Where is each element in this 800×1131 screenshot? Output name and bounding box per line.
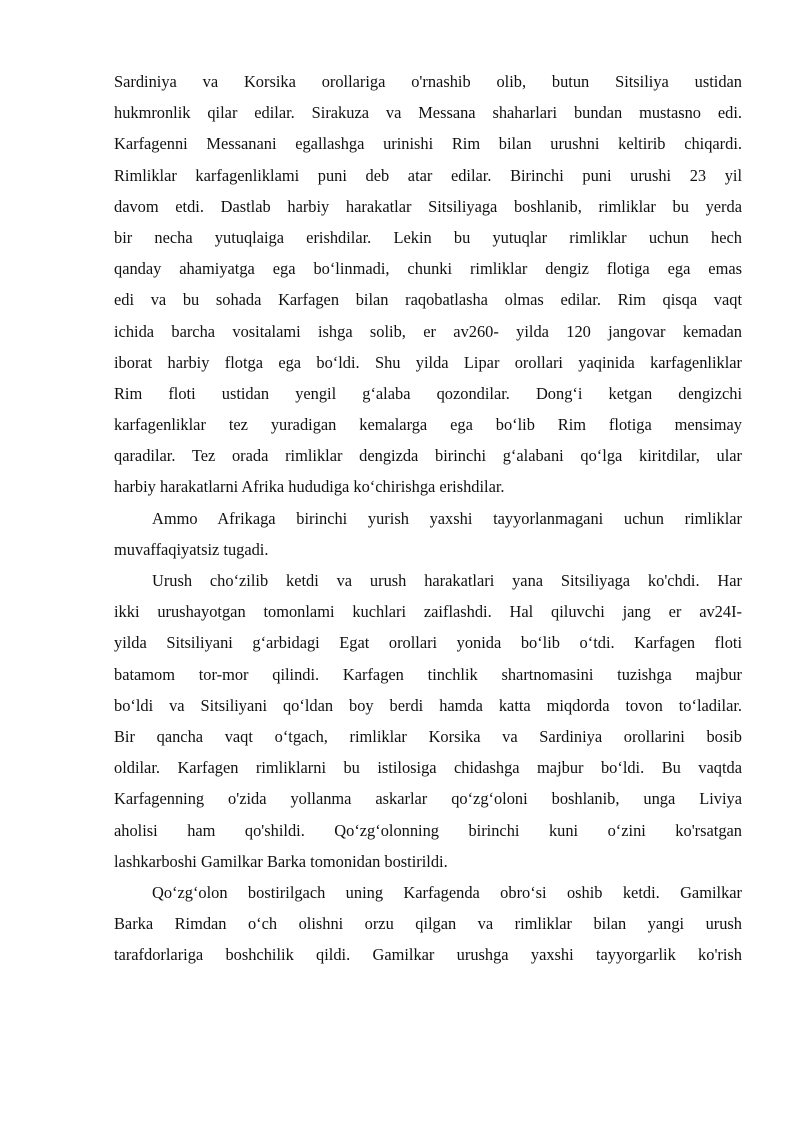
text-line: muvaffaqiyatsiz tugadi. (114, 539, 269, 559)
text-line: lashkarboshi Gamilkar Barka tomonidan bostirildi. (114, 851, 448, 871)
text-line: aholisi ham qo'shildi. Qo‘zg‘olonning birinchi kuni o‘zini ko'rsatgan (114, 820, 742, 840)
paragraph (114, 66, 742, 503)
text-line: davom etdi. Dastlab harbiy harakatlar Sitsiliyaga boshlanib, rimliklar bu yerda (114, 196, 742, 216)
paragraph (114, 565, 742, 877)
text-line: Sardiniya va Korsika orollariga o'rnashib olib, butun Sitsiliya ustidan (114, 72, 742, 91)
text-line: karfagenliklar tez yuradigan kemalarga ega bo‘lib Rim flotiga mensimay (114, 415, 742, 435)
text-line: Bir qancha vaqt o‘tgach, rimliklar Korsika va Sardiniya orollarini bosib (114, 726, 742, 746)
text-line: Karfagenning o'zida yollanma askarlar qo‘zg‘oloni boshlanib, unga Liviya (114, 789, 742, 809)
text-line: Rim floti ustidan yengil g‘alaba qozondilar. Dong‘i ketgan dengizchi (114, 383, 742, 403)
text-line: bo‘ldi va Sitsiliyani qo‘ldan boy berdi hamda katta miqdorda tovon to‘ladilar. (114, 695, 742, 715)
text-line: harbiy harakatlarni Afrika hududiga ko‘chirishga erishdilar. (114, 477, 505, 497)
paragraph (114, 503, 742, 565)
text-line: iborat harbiy flotga ega bo‘ldi. Shu yilda Lipar orollari yaqinida karfagenliklar (114, 352, 742, 372)
text-line: ikki urushayotgan tomonlami kuchlari zaiflashdi. Hal qiluvchi jang er av24I- (114, 602, 742, 622)
text-line: qaradilar. Tez orada rimliklar dengizda birinchi g‘alabani qo‘lga kiritdilar, ular (114, 446, 742, 466)
text-line: Karfagenni Messanani egallashga urinishi Rim bilan urushni keltirib chiqardi. (114, 134, 742, 154)
text-line: Ammo Afrikaga birinchi yurish yaxshi tayyorlanmagani uchun rimliklar (152, 508, 742, 528)
paragraph (114, 877, 742, 971)
text-line: hukmronlik qilar edilar. Sirakuza va Messana shaharlari bundan mustasno edi. (114, 103, 742, 123)
text-line: qanday ahamiyatga ega bo‘linmadi, chunki rimliklar dengiz flotiga ega emas (114, 259, 742, 279)
text-line: edi va bu sohada Karfagen bilan raqobatlasha olmas edilar. Rim qisqa vaqt (114, 290, 742, 310)
document-page (114, 66, 742, 970)
text-line: Barka Rimdan o‘ch olishni orzu qilgan va rimliklar bilan yangi urush (114, 914, 742, 934)
text-line: bir necha yutuqlaiga erishdilar. Lekin bu yutuqlar rimliklar uchun hech (114, 227, 742, 247)
text-line: Rimliklar karfagenliklami puni deb atar edilar. Birinchi puni urushi 23 yil (114, 165, 742, 185)
text-line: Urush cho‘zilib ketdi va urush harakatlari yana Sitsiliyaga ko'chdi. Har (152, 571, 742, 590)
text-line: Qo‘zg‘olon bostirilgach uning Karfagenda obro‘si oshib ketdi. Gamilkar (152, 882, 742, 902)
text-line: tarafdorlariga boshchilik qildi. Gamilkar urushga yaxshi tayyorgarlik ko'rish (114, 945, 742, 965)
text-line: ichida barcha vositalami ishga solib, er av260- yilda 120 jangovar kemadan (114, 321, 742, 341)
text-line: oldilar. Karfagen rimliklarni bu istilosiga chidashga majbur bo‘ldi. Bu vaqtda (114, 758, 742, 778)
text-line: yilda Sitsiliyani g‘arbidagi Egat orollari yonida bo‘lib o‘tdi. Karfagen floti (114, 633, 742, 653)
text-line: batamom tor-mor qilindi. Karfagen tinchlik shartnomasini tuzishga majbur (114, 664, 742, 684)
